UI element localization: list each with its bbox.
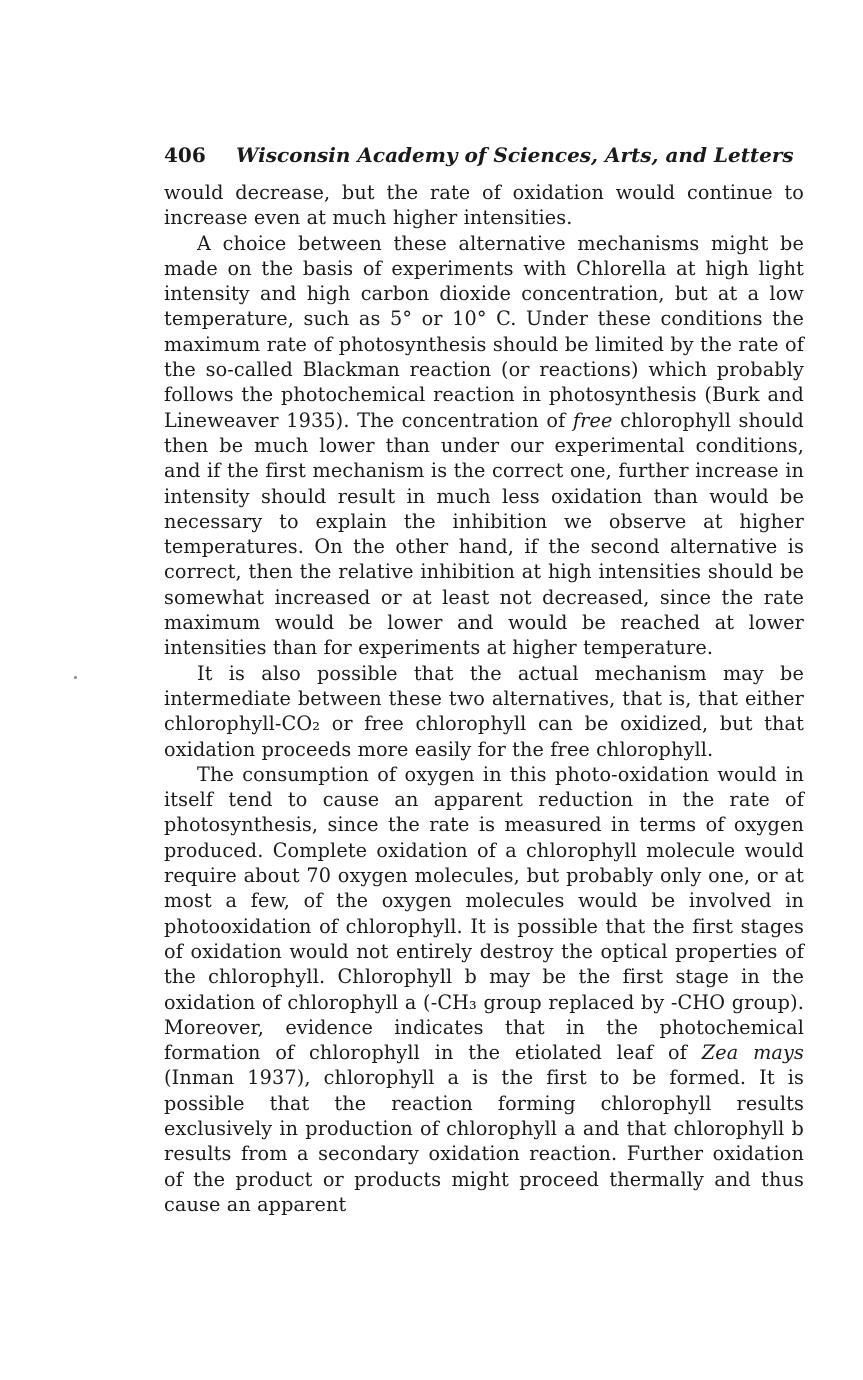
text-segment: A choice between these alternative mechanisms might be made on the basis of experiments with Chlorella at high light intensity and high carbon dioxide concentration, but at a low temperature, such as 5° or 10° C. Under these conditions the maximum rate of photosynthesis should be limited by the rate of the so-called Blackman reaction (or reactions) which probably follows the photochemical reaction in photosynthesis (Burk and Lineweaver 1935). The concentration of xyxy=(164,231,804,432)
body-text xyxy=(164,180,804,1217)
page-number: 406 xyxy=(164,143,206,167)
italic-text-segment: Zea mays xyxy=(701,1041,804,1065)
text-segment: would decrease, but the rate of oxidation would continue to increase even at much higher intensities. xyxy=(164,181,804,230)
text-segment: The consumption of oxygen in this photo-oxidation would in itself tend to cause an apparent reduction in the rate of photosynthesis, since the rate is measured in terms of oxygen produced. Complete oxidation of a chlorophyll molecule would require about 70 oxygen molecules, but probably only one, or at most a few, of the oxygen molecules would be involved in photooxidation of chlorophyll. It is possible that the first stages of oxidation would not entirely destroy the optical properties of the chlorophyll. Chlorophyll b may be the first stage in the oxidation of chlorophyll a (-CH₃ group replaced by -CHO group). Moreover, evidence indicates that in the photochemical formation of chlorophyll in the etiolated leaf of xyxy=(164,762,804,1065)
italic-text-segment: free xyxy=(572,408,613,432)
text-segment: It is also possible that the actual mechanism may be intermediate between these two alternatives, that is, that either chlorophyll-CO₂ or free chlorophyll can be oxidized, but that oxidation proceeds more easily for the free chlorophyll. xyxy=(164,661,804,761)
paragraph xyxy=(164,231,804,661)
paragraph xyxy=(164,661,804,762)
text-segment: (Inman 1937), chlorophyll a is the first to be formed. It is possible that the reaction forming chlorophyll results exclusively in production of chlorophyll a and that chlorophyll b results from a secondary oxidation reaction. Further oxidation of the product or products might proceed thermally and thus cause an apparent xyxy=(164,1066,804,1216)
text-segment: chlorophyll should then be much lower than under our experimental conditions, and if the first mechanism is the correct one, further increase in intensity should result in much less oxidation than would be necessary to explain the inhibition we observe at higher temperatures. On the other hand, if the second alternative is correct, then the relative inhibition at high intensities should be somewhat increased or at least not decreased, since the rate maximum would be lower and would be reached at lower intensities than for experiments at higher temperature. xyxy=(164,408,804,660)
margin-speck xyxy=(74,676,77,679)
paragraph xyxy=(164,180,804,231)
book-page xyxy=(164,140,804,1217)
running-head xyxy=(164,140,804,170)
paragraph xyxy=(164,762,804,1217)
journal-title: Wisconsin Academy of Sciences, Arts, and Letters xyxy=(236,143,794,167)
